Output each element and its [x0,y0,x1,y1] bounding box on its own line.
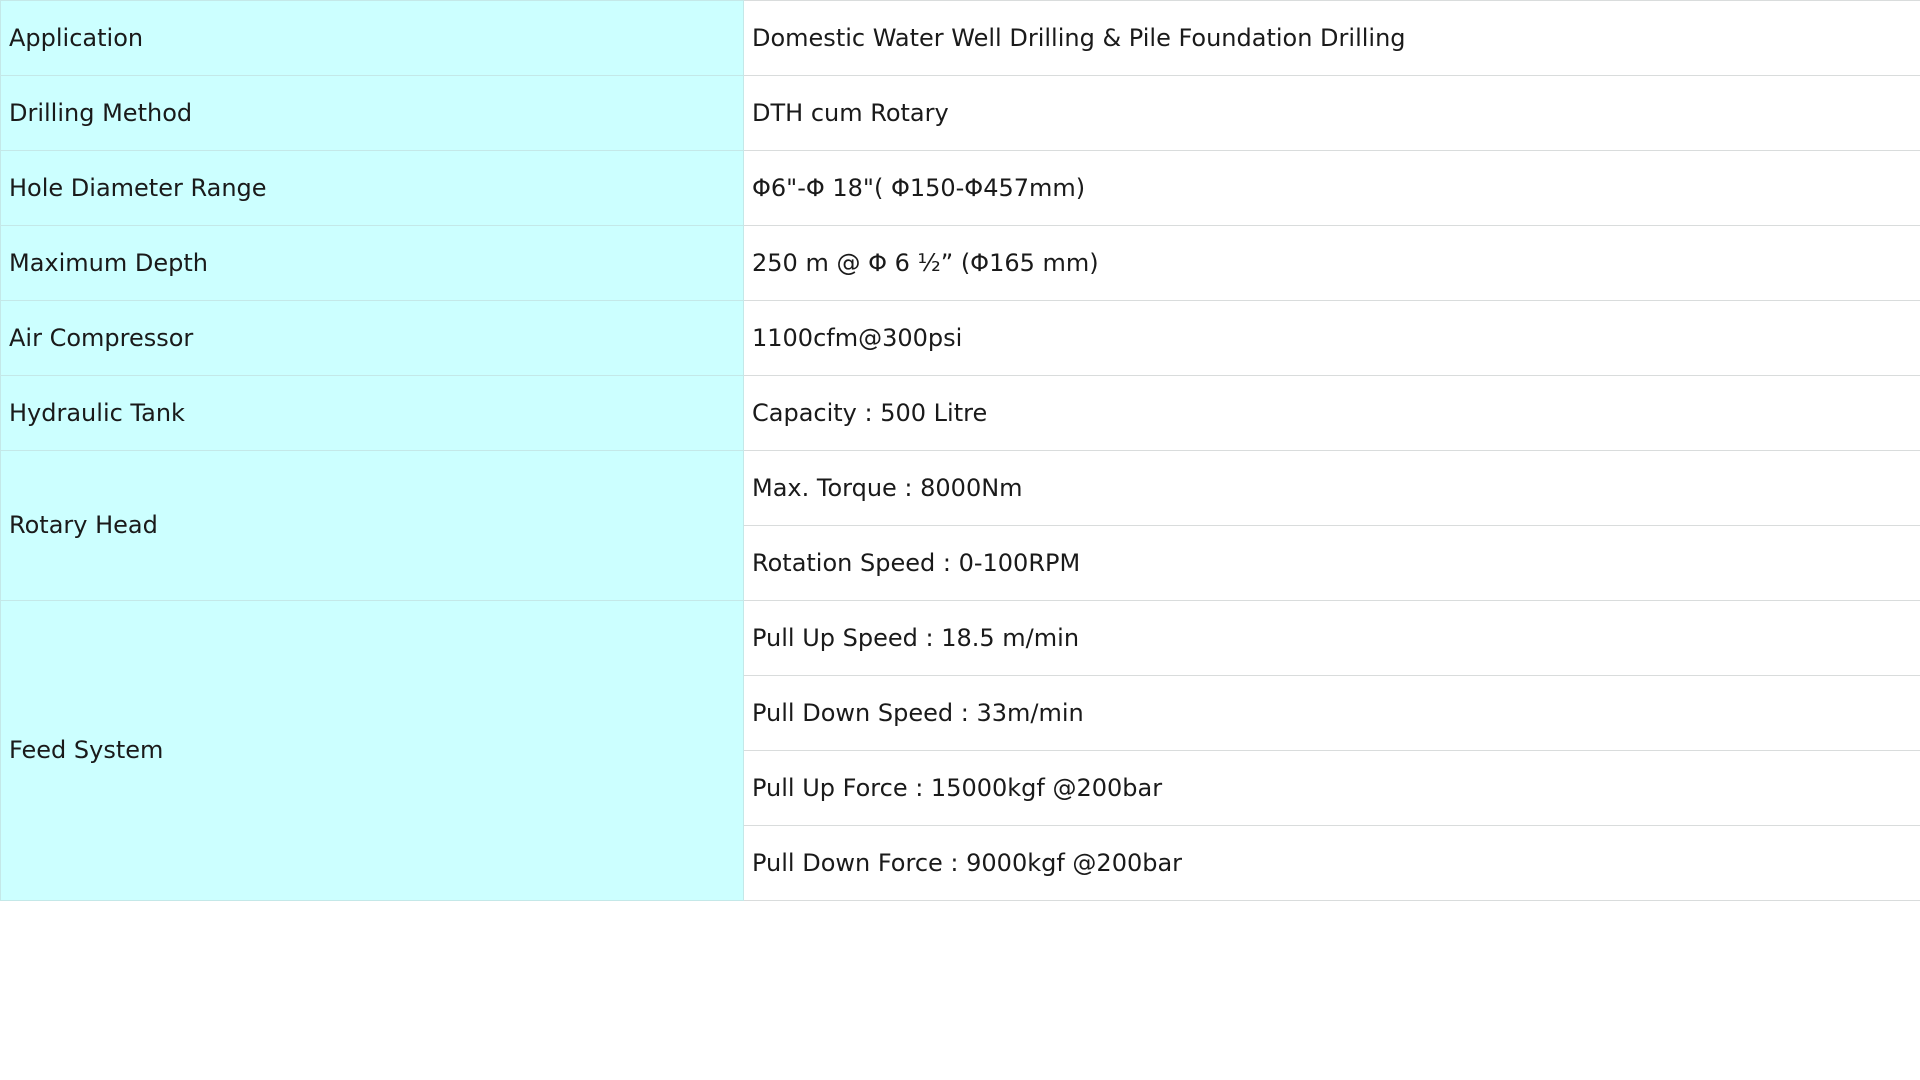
spec-label: Air Compressor [1,301,744,376]
spec-value: Pull Up Speed : 18.5 m/min [744,601,1920,676]
spec-value: Pull Up Force : 15000kgf @200bar [744,751,1920,826]
spec-value: Φ6"-Φ 18"( Φ150-Φ457mm) [744,151,1920,226]
spec-row-feed-system [1,601,1920,676]
spec-value: 250 m @ Φ 6 ½” (Φ165 mm) [744,226,1920,301]
spec-value: Pull Down Force : 9000kgf @200bar [744,826,1920,901]
spec-label: Application [1,1,744,76]
spec-row-drilling-method [1,76,1920,151]
spec-label: Rotary Head [1,451,744,601]
spec-label: Hole Diameter Range [1,151,744,226]
spec-value: Max. Torque : 8000Nm [744,451,1920,526]
spec-row-hydraulic-tank [1,376,1920,451]
spec-value: Rotation Speed : 0-100RPM [744,526,1920,601]
spec-value: DTH cum Rotary [744,76,1920,151]
spec-value: Capacity : 500 Litre [744,376,1920,451]
spec-label: Hydraulic Tank [1,376,744,451]
spec-label: Drilling Method [1,76,744,151]
spec-row-maximum-depth [1,226,1920,301]
spec-row-hole-diameter-range [1,151,1920,226]
spec-row-rotary-head [1,451,1920,526]
spec-row-air-compressor [1,301,1920,376]
spec-row-application [1,1,1920,76]
spec-value: Pull Down Speed : 33m/min [744,676,1920,751]
spec-value: Domestic Water Well Drilling & Pile Foundation Drilling [744,1,1920,76]
spec-label: Maximum Depth [1,226,744,301]
spec-value: 1100cfm@300psi [744,301,1920,376]
spec-label: Feed System [1,601,744,901]
